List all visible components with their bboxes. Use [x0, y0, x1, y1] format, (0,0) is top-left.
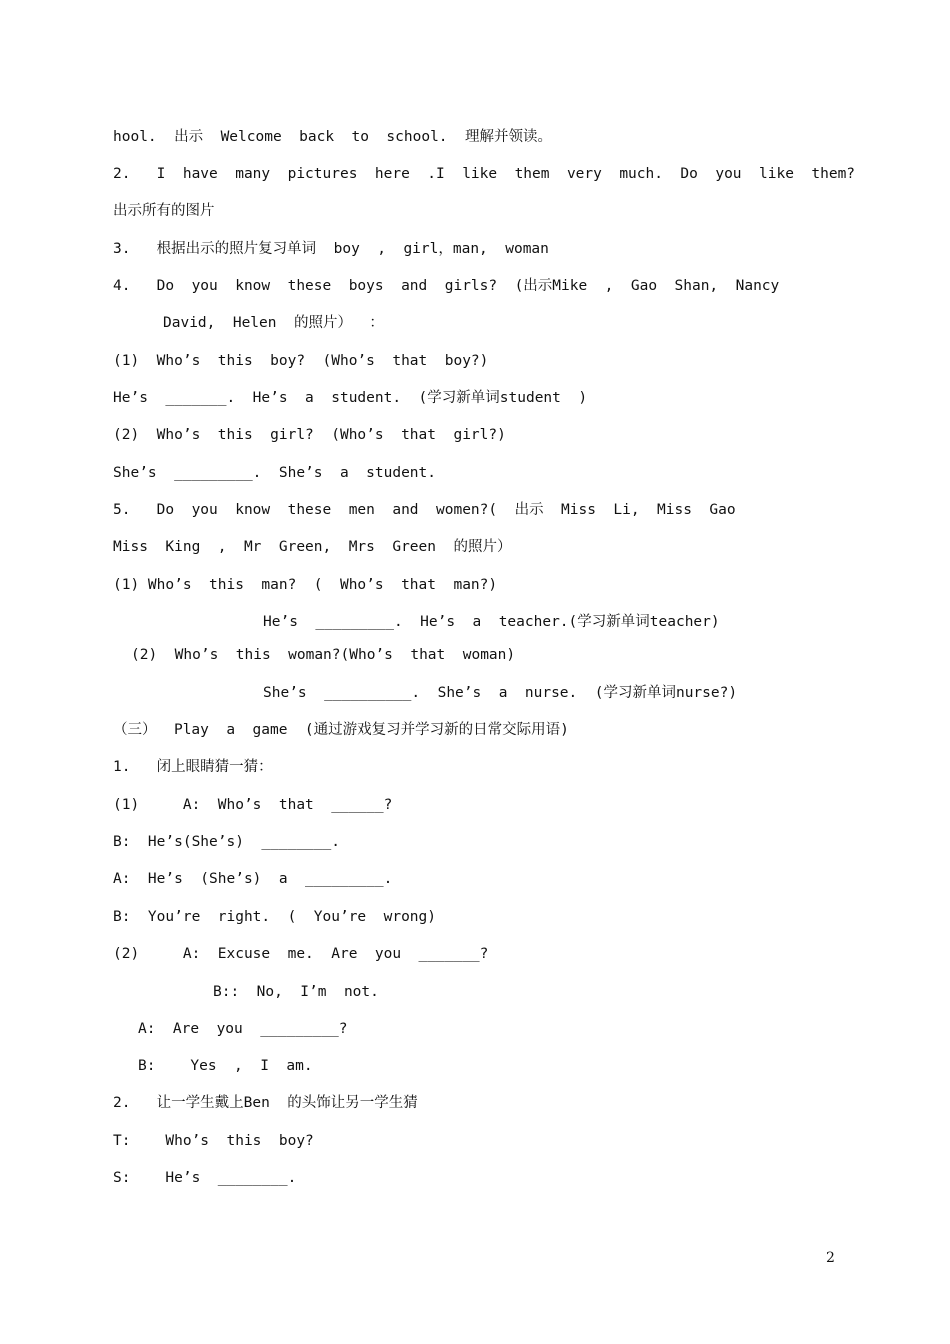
text-line: (1) A: Who’s that ______?: [113, 797, 393, 813]
text-line: (1) Who’s this man? ( Who’s that man?): [113, 577, 498, 593]
text-line: 5. Do you know these men and women?( 出示 Miss Li, Miss Gao: [113, 502, 736, 518]
text-line: B: Yes , I am.: [138, 1058, 313, 1074]
text-line: 2. I have many pictures here .I like them very much. Do you like them?: [113, 166, 856, 182]
text-line: （三） Play a game (通过游戏复习并学习新的日常交际用语): [113, 722, 569, 738]
text-line: She’s _________. She’s a student.: [113, 465, 437, 481]
text-line: 出示所有的图片: [113, 203, 215, 219]
text-line: Miss King , Mr Green, Mrs Green 的照片）: [113, 539, 512, 555]
text-line: B: You’re right. ( You’re wrong): [113, 909, 437, 925]
text-line: 2. 让一学生戴上Ben 的头饰让另一学生猜: [113, 1095, 418, 1111]
page-number: 2: [826, 1250, 835, 1266]
text-line: (2) Who’s this woman?(Who’s that woman): [131, 647, 516, 663]
text-line: (2) A: Excuse me. Are you _______?: [113, 946, 489, 962]
text-line: 3. 根据出示的照片复习单词 boy , girl，man, woman: [113, 241, 549, 257]
text-line: He’s _______. He’s a student. (学习新单词student ): [113, 390, 588, 406]
text-line: B:: No, I’m not.: [213, 984, 379, 1000]
text-line: David, Helen 的照片） ：: [163, 315, 384, 331]
text-line: (2) Who’s this girl? (Who’s that girl?): [113, 427, 506, 443]
text-line: 4. Do you know these boys and girls? (出示Mike , Gao Shan, Nancy: [113, 278, 780, 294]
text-line: A: He’s (She’s) a _________.: [113, 871, 393, 887]
text-line: A: Are you _________?: [138, 1021, 348, 1037]
text-line: He’s _________. He’s a teacher.(学习新单词teacher): [263, 614, 720, 630]
text-line: S: He’s ________.: [113, 1170, 297, 1186]
text-line: T: Who’s this boy?: [113, 1133, 314, 1149]
text-line: hool. 出示 Welcome back to school. 理解并领读。: [113, 129, 552, 145]
text-line: B: He’s(She’s) ________.: [113, 834, 340, 850]
text-line: 1. 闭上眼睛猜一猜：: [113, 759, 273, 775]
text-line: She’s __________. She’s a nurse. (学习新单词nurse?): [263, 685, 738, 701]
text-line: (1) Who’s this boy? (Who’s that boy?): [113, 353, 489, 369]
